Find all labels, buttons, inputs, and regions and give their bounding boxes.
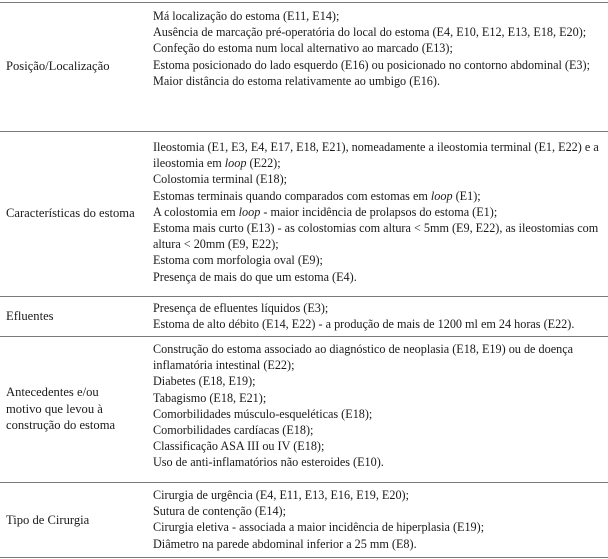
list-item: Presença de efluentes líquidos (E3); <box>153 301 329 315</box>
list-item: Estoma posicionado do lado esquerdo (E16) ou posicionado no contorno abdominal (E3); <box>153 57 590 72</box>
row-label-efluentes: Efluentes <box>6 308 54 323</box>
list-item: Uso de anti-inflamatórios não esteroides (E10). <box>153 455 384 470</box>
row-items-antecedentes <box>153 341 603 471</box>
list-item: Confeção do estoma num local alternativo ao marcado (E13); <box>153 41 453 56</box>
list-item: Colostomia terminal (E18); <box>153 172 288 187</box>
list-item: Presença de mais do que um estoma (E4). <box>153 269 357 284</box>
list-item: Tabagismo (E18, E21); <box>153 390 267 405</box>
list-item: Comorbilidades cardíacas (E18); <box>153 423 314 438</box>
table-row-efluentes <box>0 296 608 335</box>
row-items-posicao <box>153 8 603 89</box>
list-item: Estoma com morfologia oval (E9); <box>153 253 323 268</box>
table-row-tipo-cirurgia <box>0 482 608 558</box>
table-row-antecedentes <box>0 336 608 481</box>
row-label-caracteristicas: Características do estoma <box>6 206 135 221</box>
list-item: A colostomia em loop - maior incidência de prolapsos do estoma (E1); <box>153 204 498 219</box>
list-item: Diabetes (E18, E19); <box>153 374 256 389</box>
list-item: Construção do estoma associado ao diagnóstico de neoplasia (E18, E19) ou de doença inflamatória intestinal (E22); <box>153 342 574 373</box>
list-item: Ausência de marcação pré-operatória do local do estoma (E4, E10, E12, E13, E18, E20); <box>153 25 587 40</box>
row-label-posicao: Posição/Localização <box>6 59 110 74</box>
list-item: Ileostomia (E1, E3, E4, E17, E18, E21), nomeadamente a ileostomia terminal (E1, E22) e a ileostomia em loop (E22); <box>153 140 599 171</box>
list-item: Cirurgia de urgência (E4, E11, E13, E16, E19, E20); <box>153 488 409 502</box>
list-item: Sutura de contenção (E14); <box>153 504 286 519</box>
list-item: Estoma mais curto (E13) - as colostomias com altura < 5mm (E9, E22), as ileostomias com altura < 20mm (E9, E22); <box>153 221 599 252</box>
list-item: Má localização do estoma (E11, E14); <box>153 9 340 23</box>
list-item: Maior distância do estoma relativamente ao umbigo (E16). <box>153 73 440 88</box>
row-label-antecedentes: Antecedentes e/ou motivo que levou à construção do estoma <box>6 385 116 433</box>
list-item: Cirurgia eletiva - associada a maior incidência de hiperplasia (E19); <box>153 520 485 535</box>
table-row-posicao <box>0 2 608 130</box>
row-label-tipo-cirurgia: Tipo de Cirurgia <box>6 512 90 527</box>
row-items-efluentes <box>153 300 603 332</box>
table-row-caracteristicas <box>0 131 608 295</box>
list-item: Comorbilidades músculo-esqueléticas (E18); <box>153 406 373 421</box>
row-items-caracteristicas <box>153 139 603 285</box>
list-item: Classificação ASA III ou IV (E18); <box>153 439 325 454</box>
list-item: Diâmetro na parede abdominal inferior a 25 mm (E8). <box>153 536 417 551</box>
list-item: Estomas terminais quando comparados com estomas em loop (E1); <box>153 188 481 203</box>
list-item: Estoma de alto débito (E14, E22) - a produção de mais de 1200 ml em 24 horas (E22). <box>153 317 575 332</box>
row-items-tipo-cirurgia <box>153 487 603 552</box>
